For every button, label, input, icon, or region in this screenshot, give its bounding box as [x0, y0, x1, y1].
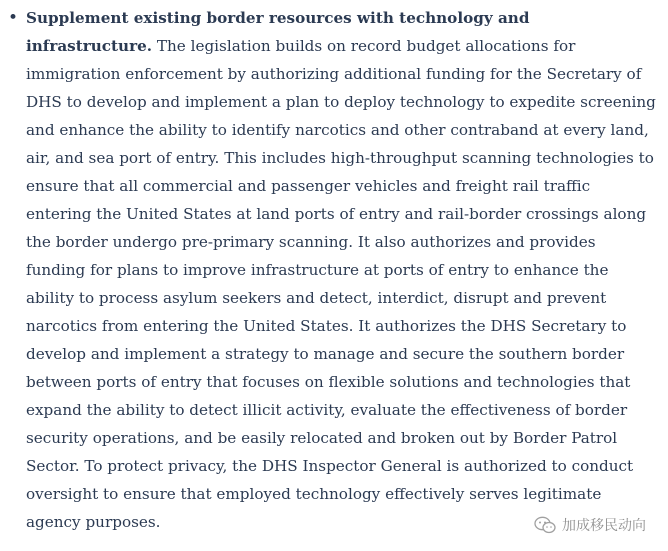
- bullet-marker: •: [8, 8, 19, 28]
- paragraph-body-text: The legislation builds on record budget allocations for immigration enforcement by authorizing additional funding for the Secretary of DHS to develop and implement a plan to deploy technology to expedite screening and enhance the ability to identify narcotics and other contraband at every land, air, and sea port of entry. This includes high-throughput scanning technologies to ensure that all commercial and passenger vehicles and freight rail traffic entering the United States at land ports of entry and rail-border crossings along the border undergo pre-primary scanning. It also authorizes and provides funding for plans to improve infrastructure at ports of entry to enhance the ability to process asylum seekers and detect, interdict, disrupt and prevent narcotics from entering the United States. It authorizes the DHS Secretary to develop and implement a strategy to manage and secure the southern border between ports of entry that focuses on flexible solutions and technologies that expand the ability to detect illicit activity, evaluate the effectiveness of border security operations, and be easily relocated and broken out by Border Patrol Sector. To protect privacy, the DHS Inspector General is authorized to conduct oversight to ensure that employed technology effectively serves legitimate agency purposes.: [26, 37, 656, 531]
- paragraph-lead-heading: Supplement existing border resources with technology and infrastructure.: [26, 9, 530, 55]
- bullet-paragraph: [26, 4, 656, 536]
- wechat-icon: [534, 516, 556, 534]
- watermark: [534, 515, 646, 535]
- watermark-text: 加成移民动向: [562, 518, 646, 534]
